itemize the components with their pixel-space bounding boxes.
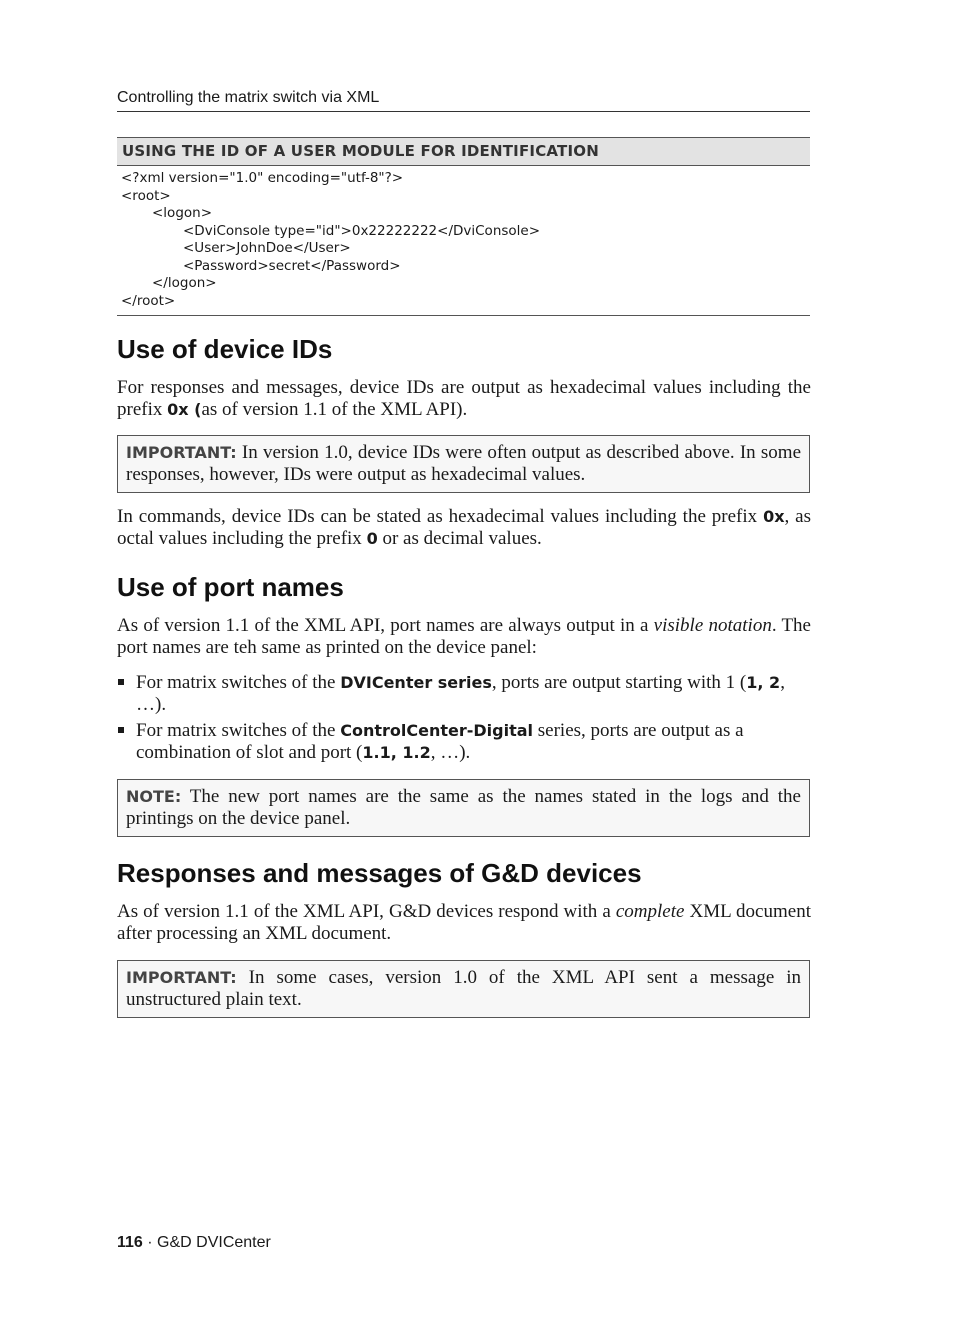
bullet-icon bbox=[118, 727, 124, 733]
port-numbers: 1, 2 bbox=[746, 673, 781, 692]
text: or as decimal values. bbox=[377, 528, 542, 549]
text: series, ports are output as a combination of slot and port ( bbox=[136, 720, 744, 763]
port-names-list bbox=[117, 672, 811, 768]
code-line: <logon> bbox=[152, 205, 213, 221]
code-line: <User>JohnDoe</User> bbox=[183, 240, 351, 256]
code-block bbox=[117, 166, 810, 315]
important-label: IMPORTANT: bbox=[126, 968, 237, 987]
code-line: </root> bbox=[121, 292, 176, 309]
text: , …). bbox=[136, 672, 785, 715]
code-line: <DviConsole type="id">0x22222222</DviConsole> bbox=[183, 222, 541, 239]
paragraph-device-ids-output bbox=[117, 377, 811, 421]
note-label: NOTE: bbox=[126, 787, 182, 806]
text: . The port names are teh same as printed on the device panel: bbox=[117, 615, 811, 658]
hex-prefix: 0x bbox=[763, 507, 785, 526]
product-name: ControlCenter-Digital bbox=[340, 721, 534, 740]
footer-product-name: G&D DVICenter bbox=[157, 1234, 271, 1251]
text: As of version 1.1 of the XML API, port names are always output in a bbox=[117, 615, 654, 636]
code-line: </logon> bbox=[152, 275, 217, 291]
text: , ports are output starting with 1 ( bbox=[491, 672, 747, 693]
paragraph-port-names bbox=[117, 615, 811, 659]
port-numbers: 1.1, 1.2 bbox=[362, 743, 431, 762]
product-name: DVICenter series bbox=[340, 673, 492, 692]
octal-prefix: 0 bbox=[366, 529, 378, 548]
important-label: IMPORTANT: bbox=[126, 443, 237, 462]
important-text: In some cases, version 1.0 of the XML API sent a message in unstructured plain text. bbox=[126, 967, 801, 1010]
text: For matrix switches of the bbox=[136, 672, 341, 693]
important-box-device-ids bbox=[117, 435, 810, 493]
heading-responses: Responses and messages of G&D devices bbox=[117, 858, 642, 888]
text: For matrix switches of the bbox=[136, 720, 341, 741]
heading-device-ids: Use of device IDs bbox=[117, 334, 333, 364]
text: For responses and messages, device IDs are output as hexadecimal values including the prefix bbox=[117, 377, 811, 420]
paragraph-responses bbox=[117, 901, 811, 945]
emphasis: visible notation bbox=[653, 615, 772, 636]
footer-separator: · bbox=[142, 1234, 158, 1251]
important-box-responses bbox=[117, 960, 810, 1018]
hex-prefix: 0x ( bbox=[167, 400, 202, 419]
code-line: <Password>secret</Password> bbox=[183, 257, 401, 274]
running-header: Controlling the matrix switch via XML bbox=[117, 89, 810, 112]
note-box-port-names bbox=[117, 779, 810, 837]
text: In commands, device IDs can be stated as hexadecimal values including the prefix bbox=[117, 506, 764, 527]
note-text: The new port names are the same as the names stated in the logs and the printings on the device panel. bbox=[126, 786, 801, 829]
text: XML document after processing an XML document. bbox=[117, 901, 811, 944]
text: , as octal values including the prefix bbox=[117, 506, 812, 549]
text: As of version 1.1 of the XML API, G&D devices respond with a bbox=[117, 901, 616, 922]
code-line: <?xml version="1.0" encoding="utf-8"?> bbox=[121, 170, 404, 186]
list-item bbox=[117, 672, 811, 716]
list-item bbox=[117, 720, 811, 764]
code-table-title: USING THE ID OF A USER MODULE FOR IDENTIFICATION bbox=[117, 138, 810, 166]
text: , …). bbox=[430, 742, 471, 763]
code-example-table bbox=[117, 137, 810, 316]
important-text: In version 1.0, device IDs were often output as described above. In some responses, however, IDs were output as hexadecimal values. bbox=[126, 442, 801, 485]
code-line: <root> bbox=[121, 187, 171, 204]
emphasis: complete bbox=[615, 901, 685, 922]
bullet-icon bbox=[118, 679, 124, 685]
page-footer bbox=[117, 1234, 271, 1252]
page-number: 116 bbox=[117, 1234, 143, 1251]
text: as of version 1.1 of the XML API). bbox=[201, 399, 468, 420]
paragraph-device-ids-commands bbox=[117, 506, 811, 550]
heading-port-names: Use of port names bbox=[117, 572, 344, 602]
